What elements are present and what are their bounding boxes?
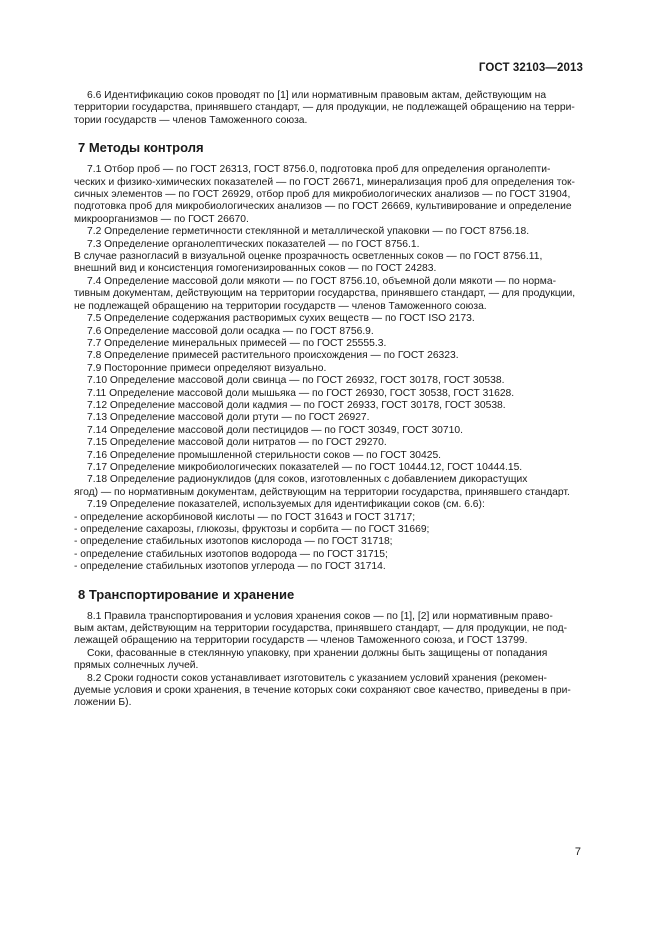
- text-line: 7.18 Определение радионуклидов (для соков, изготовленных с добавлением дикорастущих: [87, 474, 528, 486]
- text-line: микроорганизмов — по ГОСТ 26670.: [74, 213, 249, 225]
- standard-code: ГОСТ 32103—2013: [478, 62, 583, 74]
- paragraph-7-3: 7.3 Определение органолептических показателей — по ГОСТ 8756.1.: [87, 238, 420, 250]
- text-line: тивным документам, действующим на территории государства, принявшего стандарт, — для продукции,: [74, 288, 576, 300]
- text-line: Соки, фасованные в стеклянную упаковку, при хранении должны быть защищены от попадания: [87, 647, 548, 659]
- list-item: - определение стабильных изотопов углерода — по ГОСТ 31714.: [74, 561, 386, 573]
- paragraph-7-2: 7.2 Определение герметичности стеклянной и металлической упаковки — по ГОСТ 8756.18.: [87, 226, 530, 238]
- text-line: лежащей обращению на территории государств — членов Таможенного союза, и ГОСТ 13799.: [74, 635, 528, 647]
- identification-list: [74, 512, 582, 574]
- paragraph-7-14: 7.14 Определение массовой доли пестицидов — по ГОСТ 30349, ГОСТ 30710.: [87, 424, 463, 436]
- section-8-title: 8 Транспортирование и хранение: [78, 586, 295, 602]
- paragraph-7-17: 7.17 Определение микробиологических показателей — по ГОСТ 10444.12, ГОСТ 10444.15.: [87, 461, 523, 473]
- text-line: подготовка проб для микробиологических анализов — по ГОСТ 26669, культивирование и определение: [74, 201, 572, 213]
- list-item: - определение сахарозы, глюкозы, фруктозы и сорбита — по ГОСТ 31669;: [74, 524, 430, 535]
- paragraph-8-1-note: [74, 648, 582, 673]
- text-line: тории государств — членов Таможенного союза.: [74, 114, 308, 126]
- text-line: 7.4 Определение массовой доли мякоти — по ГОСТ 8756.10, объемной доли мякоти — по норма-: [87, 275, 557, 287]
- paragraph-7-15: 7.15 Определение массовой доли нитратов — по ГОСТ 29270.: [87, 437, 387, 449]
- text-line: внешний вид и консистенция гомогенизированных соков — по ГОСТ 24283.: [74, 263, 437, 275]
- paragraph-7-13: 7.13 Определение массовой доли ртути — по ГОСТ 26927.: [87, 412, 370, 424]
- text-line: ложении Б).: [74, 697, 132, 709]
- text-line: В случае разногласий в визуальной оценке прозрачность осветленных соков — по ГОСТ 8756.11,: [74, 251, 543, 263]
- text-line: ягод) — по нормативным документам, действующим на территории государства, принявшего стандарт.: [74, 486, 570, 498]
- paragraph-7-8: 7.8 Определение примесей растительного происхождения — по ГОСТ 26323.: [87, 350, 459, 362]
- list-item: - определение стабильных изотопов водорода — по ГОСТ 31715;: [74, 548, 388, 560]
- paragraph-7-6: 7.6 Определение массовой доли осадка — по ГОСТ 8756.9.: [87, 325, 374, 337]
- section-7-title: 7 Методы контроля: [78, 140, 204, 156]
- text-line: 6.6 Идентификацию соков проводят по [1] или нормативным правовым актам, действующим на: [87, 90, 547, 101]
- paragraph-7-10: 7.10 Определение массовой доли свинца — по ГОСТ 26932, ГОСТ 30178, ГОСТ 30538.: [87, 375, 505, 387]
- text-line: не подлежащей обращению на территории государств — членов Таможенного союза.: [74, 300, 487, 312]
- paragraph-7-4: [74, 276, 582, 313]
- text-line: 8.1 Правила транспортирования и условия хранения соков — по [1], [2] или нормативным право-: [87, 610, 553, 622]
- text-line: 7.1 Отбор проб — по ГОСТ 26313, ГОСТ 8756.0, подготовка проб для определения органолепти-: [87, 164, 551, 176]
- paragraph-7-5: 7.5 Определение содержания растворимых сухих веществ — по ГОСТ ISO 2173.: [87, 313, 475, 325]
- paragraph-7-16: 7.16 Определение промышленной стерильности соков — по ГОСТ 30425.: [87, 449, 442, 461]
- paragraph-7-19: 7.19 Определение показателей, используемых для идентификации соков (см. 6.6):: [87, 499, 485, 511]
- paragraph-7-9: 7.9 Посторонние примеси определяют визуально.: [87, 362, 327, 374]
- text-line: ческих и физико-химических показателей — по ГОСТ 26671, минерализация проб для определения ток-: [74, 176, 575, 188]
- paragraph-7-12: 7.12 Определение массовой доли кадмия — по ГОСТ 26933, ГОСТ 30178, ГОСТ 30538.: [87, 399, 506, 411]
- page-body: [74, 90, 582, 710]
- paragraph-7-18: [74, 474, 582, 499]
- paragraph-8-1: [74, 611, 582, 648]
- paragraph-7-7: 7.7 Определение минеральных примесей — по ГОСТ 25555.3.: [87, 337, 387, 349]
- paragraph-6-6: [74, 90, 582, 127]
- text-line: территории государства, принявшего стандарт, — для продукции, не подлежащей обращению на терри-: [74, 102, 575, 114]
- page-number: 7: [574, 846, 581, 858]
- text-line: 8.2 Сроки годности соков устанавливает изготовитель с указанием условий хранения (рекомен-: [87, 672, 547, 684]
- list-item: - определение стабильных изотопов кислорода — по ГОСТ 31718;: [74, 536, 393, 548]
- text-line: дуемые условия и сроки хранения, в течение которых соки сохраняют свое качество, приведены в при-: [74, 685, 571, 697]
- text-line: прямых солнечных лучей.: [74, 660, 199, 672]
- text-line: сичных элементов — по ГОСТ 26929, отбор проб для микробиологических анализов — по ГОСТ 31904,: [74, 189, 571, 201]
- text-line: вым актам, действующим на территории государства, принявшего стандарт, — для продукции, не под-: [74, 623, 568, 635]
- paragraph-7-11: 7.11 Определение массовой доли мышьяка — по ГОСТ 26930, ГОСТ 30538, ГОСТ 31628.: [87, 387, 515, 399]
- paragraph-8-2: [74, 673, 582, 710]
- list-item: - определение аскорбиновой кислоты — по ГОСТ 31643 и ГОСТ 31717;: [74, 511, 416, 523]
- paragraph-7-3-note: [74, 251, 582, 276]
- paragraph-7-1: [74, 164, 582, 226]
